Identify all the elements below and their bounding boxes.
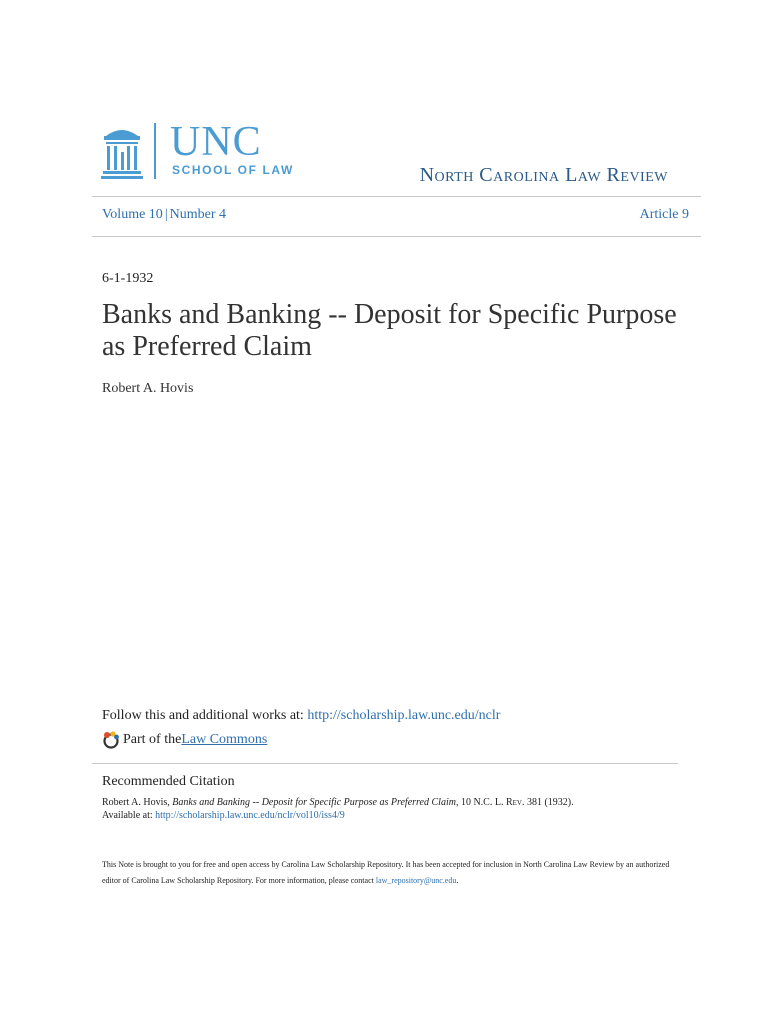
citation-available-label: Available at: — [102, 810, 156, 821]
part-prefix: Part of the — [123, 732, 182, 747]
article-link[interactable]: Article 9 — [639, 207, 689, 222]
citation-line — [102, 796, 574, 809]
header-divider-bottom — [92, 236, 701, 237]
note-end: . — [456, 876, 459, 885]
paper-title: Banks and Banking -- Deposit for Specific Purpose as Preferred Claim — [102, 299, 677, 362]
citation-title: Banks and Banking -- Deposit for Specific Purpose as Preferred Claim — [172, 797, 456, 808]
unc-old-well-logo-icon — [100, 122, 144, 180]
issue-separator: | — [164, 207, 168, 222]
citation-ref-prefix: , 10 N.C. L. — [455, 797, 506, 808]
logo-subline: SCHOOL OF LAW — [172, 163, 294, 177]
paper-author: Robert A. Hovis — [102, 381, 194, 396]
citation-author: Robert A. Hovis, — [102, 797, 173, 808]
citation-ref-rev: Rev. — [505, 797, 525, 808]
number-link[interactable]: Number 4 — [169, 207, 227, 222]
follow-url-link[interactable]: http://scholarship.law.unc.edu/nclr — [307, 708, 501, 723]
commons-network-icon — [102, 731, 120, 749]
header-divider-top — [92, 196, 701, 197]
law-commons-link[interactable]: Law Commons — [181, 732, 268, 747]
follow-line — [102, 708, 500, 724]
logo-wordmark: UNC — [170, 119, 262, 165]
volume-link[interactable]: Volume 10 — [102, 207, 163, 222]
follow-prefix: Follow this and additional works at: — [102, 708, 308, 723]
logo-divider — [154, 123, 156, 179]
repository-note — [102, 857, 682, 889]
citation-block — [102, 796, 574, 822]
journal-name[interactable]: North Carolina Law Review — [419, 164, 668, 186]
citation-ref-suffix: 381 (1932). — [524, 797, 574, 808]
citation-heading: Recommended Citation — [102, 774, 235, 789]
issue-line — [102, 207, 226, 223]
part-of-line — [102, 731, 267, 749]
note-text: This Note is brought to you for free and open access by Carolina Law Scholarship Repository. It has been accepted for inclusion in North Carolina Law Review by an authorized editor of Carolina Law Scholarship Repository. For more information, please contact — [102, 860, 670, 885]
citation-available-line — [102, 809, 574, 822]
repository-email-link[interactable]: law_repository@unc.edu — [375, 876, 457, 885]
citation-divider — [92, 763, 678, 764]
citation-available-link[interactable]: http://scholarship.law.unc.edu/nclr/vol10/iss4/9 — [155, 810, 345, 821]
publication-date: 6-1-1932 — [102, 271, 154, 286]
